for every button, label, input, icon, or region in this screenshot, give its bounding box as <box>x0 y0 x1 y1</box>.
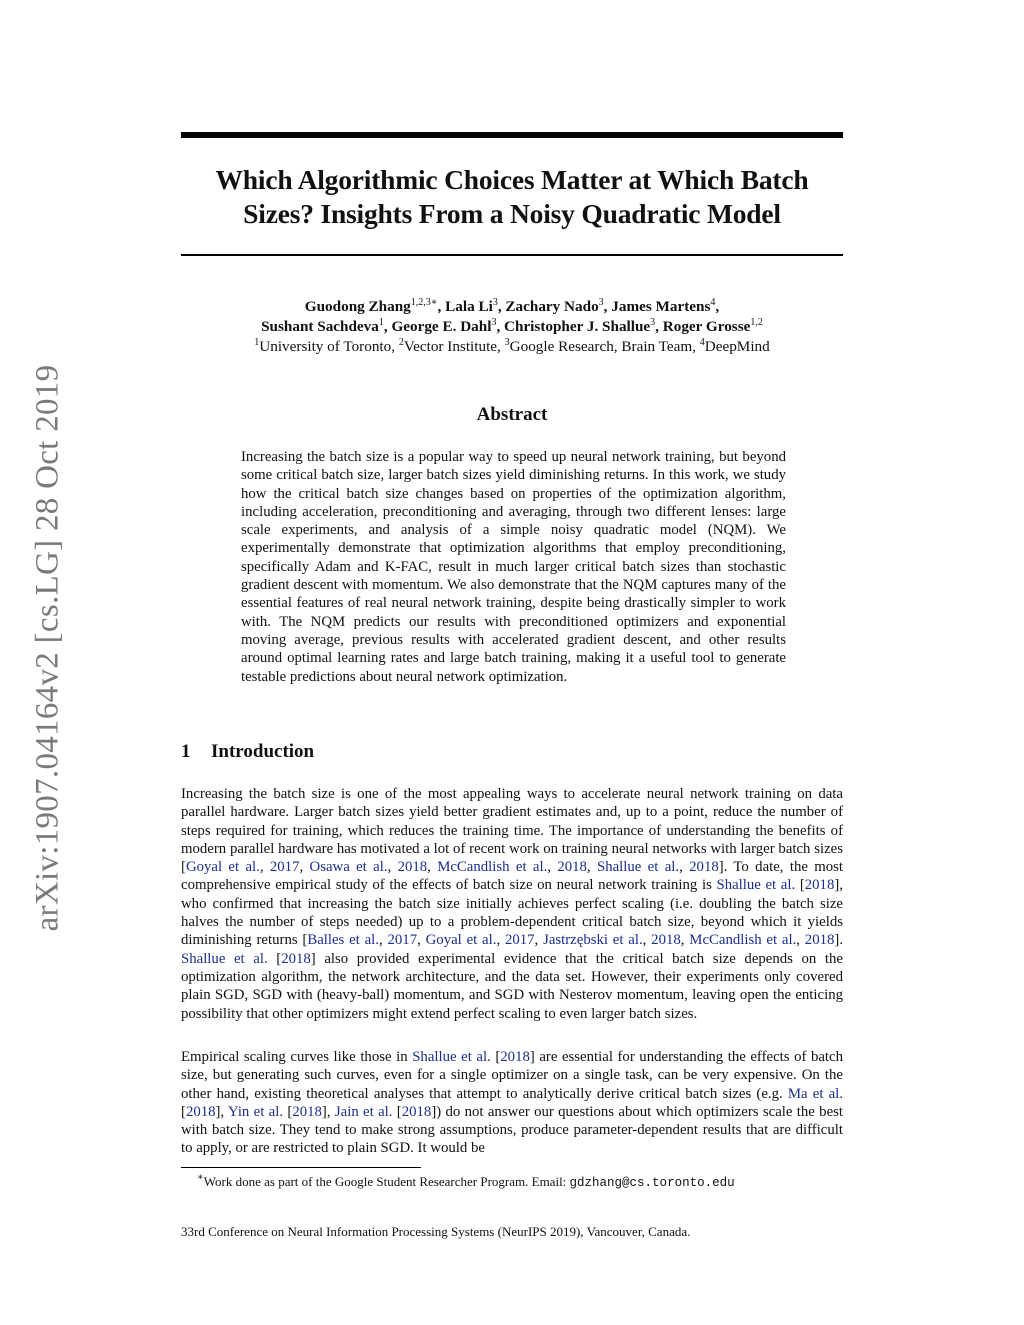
author-line <box>181 297 843 317</box>
affiliation-separator: , <box>692 338 700 355</box>
footnote-mark: ∗ <box>197 1172 204 1183</box>
author-separator: , <box>437 298 446 315</box>
citation-link[interactable]: McCandlish et al. <box>689 932 797 949</box>
citation-link[interactable]: 2018 <box>281 950 311 967</box>
author-affiliation-mark: 4 <box>710 297 716 308</box>
affiliation-name: University of Toronto <box>259 338 392 355</box>
citation-link[interactable]: 2017 <box>504 932 535 949</box>
author-email[interactable]: gdzhang@cs.toronto.edu <box>569 1176 735 1190</box>
citation-link[interactable]: 2018 <box>689 859 719 876</box>
section-title: Introduction <box>211 741 315 762</box>
author-name: James Martens <box>611 298 711 315</box>
author-separator: , <box>603 298 612 315</box>
affiliation-name: Google Research, Brain Team <box>509 338 693 355</box>
citation-link[interactable]: 2017 <box>269 859 300 876</box>
author-name: Roger Grosse <box>662 318 751 335</box>
author-name: Lala Li <box>445 298 493 315</box>
paper-title <box>181 163 843 231</box>
author-name: George E. Dahl <box>391 318 492 335</box>
citation-link[interactable]: Shallue et al. <box>181 950 268 967</box>
author-line <box>181 317 843 337</box>
citation-link[interactable]: Jain et al. <box>334 1103 393 1120</box>
body-paragraph: Empirical scaling curves like those in Shallue et al. [2018] are essential for understanding the effects of batch size, but generating such curves, even for a single optimizer on a single task, can be very expensive. On the other hand, existing theoretical analyses that attempt to analytically derive critical batch sizes (e.g. Ma et al. [2018], Yin et al. [2018], Jain et al. [2018]) do not answer our questions about which optimizers scale the best with batch size. They tend to make strong assumptions, produce parameter-dependent results that are difficult to apply, or are restricted to plain SGD. It would be <box>181 1049 844 1157</box>
citation-link[interactable]: 2018 <box>557 859 587 876</box>
abstract-text: Increasing the batch size is a popular way to speed up neural network training, but beyond some critical batch size, larger batch sizes yield diminishing returns. In this work, we study how the critical batch size changes based on properties of the optimization algorithm, including acceleration, preconditioning and averaging, through two different lenses: large scale experiments, and analysis of a simple noisy quadratic model (NQM). We experimentally demonstrate that optimization algorithms that employ preconditioning, specifically Adam and K-FAC, result in much larger critical batch sizes than stochastic gradient descent with momentum. We also demonstrate that the NQM captures many of the essential features of real neural network training, despite being drastically simpler to work with. The NQM predicts our results with preconditioned optimizers and exponential moving average, previous results with accelerated gradient descent, and other results around optimal learning rates and large batch training, making it a useful tool to generate testable predictions about neural network optimization. <box>241 449 786 685</box>
author-affiliation-mark: 1,2,3∗ <box>410 297 438 308</box>
citation-link[interactable]: Shallue et al. <box>412 1049 491 1065</box>
footnote-text: Work done as part of the Google Student Researcher Program. Email: <box>203 1174 570 1189</box>
footnote <box>197 1174 837 1191</box>
citation-link[interactable]: 2018 <box>401 1103 432 1120</box>
citation-link[interactable]: Goyal et al. <box>425 932 497 949</box>
affiliation-mark: 2 <box>398 337 404 348</box>
affiliation-mark: 1 <box>254 337 260 348</box>
section-number: 1 <box>181 741 191 762</box>
citation-link[interactable]: 2018 <box>500 1049 530 1065</box>
citation-link[interactable]: Yin et al. <box>227 1103 284 1120</box>
citation-link[interactable]: 2018 <box>397 859 428 876</box>
author-affiliation-mark: 1,2 <box>750 317 763 328</box>
citation-link[interactable]: McCandlish et al. <box>437 859 548 876</box>
author-separator: , <box>497 298 506 315</box>
citation-link[interactable]: 2017 <box>387 932 418 949</box>
citation-link[interactable]: Shallue et al. <box>596 859 680 876</box>
affiliation-name: Vector Institute <box>403 338 498 355</box>
affiliation-mark: 3 <box>504 337 510 348</box>
citation-link[interactable]: Ma et al. <box>787 1085 843 1102</box>
arxiv-identifier-stamp: arXiv:1907.04164v2 [cs.LG] 28 Oct 2019 <box>29 364 66 932</box>
author-block <box>181 297 843 357</box>
citation-link[interactable]: 2018 <box>185 1103 216 1120</box>
paper-title-line: Which Algorithmic Choices Matter at Which Batch <box>215 164 809 195</box>
citation-link[interactable]: Balles et al. <box>307 932 379 949</box>
author-affiliation-mark: 1 <box>378 317 384 328</box>
footnote-rule <box>181 1167 421 1168</box>
title-rule-top <box>181 132 843 138</box>
section-heading <box>181 741 314 763</box>
citation-link[interactable]: Goyal et al. <box>185 859 260 876</box>
author-separator: , <box>715 298 720 315</box>
affiliations-line <box>181 337 843 357</box>
author-name: Guodong Zhang <box>304 298 411 315</box>
conference-notice: 33rd Conference on Neural Information Processing Systems (NeurIPS 2019), Vancouver, Canada. <box>181 1224 691 1239</box>
citation-link[interactable]: Shallue et al. <box>716 877 796 894</box>
author-separator: , <box>383 318 392 335</box>
title-rule-bottom <box>181 254 843 256</box>
affiliation-mark: 4 <box>699 337 705 348</box>
author-affiliation-mark: 3 <box>598 297 604 308</box>
citation-link[interactable]: Jastrzębski et al. <box>543 932 643 949</box>
citation-link[interactable]: 2018 <box>292 1103 322 1120</box>
body-paragraph: Increasing the batch size is one of the most appealing ways to accelerate neural network training on data parallel hardware. Larger batch sizes yield better gradient estimates and, up to a point, reduce the number of steps required for training, which reduces the training time. The importance of understanding the benefits of modern parallel hardware has motivated a lot of recent work on training neural networks with larger batch sizes [Goyal et al., 2017, Osawa et al., 2018, McCandlish et al., 2018, Shallue et al., 2018]. To date, the most comprehensive empirical study of the effects of batch size on neural network training is Shallue et al. [2018], who confirmed that increasing the batch size initially achieves perfect scaling (i.e. doubling the batch size halves the number of steps needed) up to a problem-dependent critical batch size, beyond which it yields diminishing returns [Balles et al., 2017, Goyal et al., 2017, Jastrzębski et al., 2018, McCandlish et al., 2018]. Shallue et al. [2018] also provided experimental evidence that the critical batch size depends on the optimization algorithm, the network architecture, and the data set. However, their experiments only covered plain SGD, SGD with (heavy-ball) momentum, and SGD with Nesterov momentum, leaving open the enticing possibility that other optimizers might extend perfect scaling to even larger batch sizes. <box>181 786 844 1022</box>
author-separator: , <box>655 318 663 335</box>
citation-link[interactable]: 2018 <box>804 932 835 949</box>
abstract-heading: Abstract <box>476 404 548 425</box>
paper-title-line: Sizes? Insights From a Noisy Quadratic Model <box>243 198 781 229</box>
affiliation-separator: , <box>391 338 399 355</box>
citation-link[interactable]: 2018 <box>804 877 835 894</box>
author-affiliation-mark: 3 <box>491 317 497 328</box>
affiliation-name: DeepMind <box>704 338 770 355</box>
author-affiliation-mark: 3 <box>650 317 656 328</box>
author-name: Sushant Sachdeva <box>261 318 379 335</box>
author-affiliation-mark: 3 <box>492 297 498 308</box>
citation-link[interactable]: 2018 <box>651 932 681 949</box>
affiliation-separator: , <box>497 338 505 355</box>
author-name: Christopher J. Shallue <box>504 318 651 335</box>
author-name: Zachary Nado <box>505 298 599 315</box>
citation-link[interactable]: Osawa et al. <box>309 859 388 876</box>
author-separator: , <box>496 318 505 335</box>
